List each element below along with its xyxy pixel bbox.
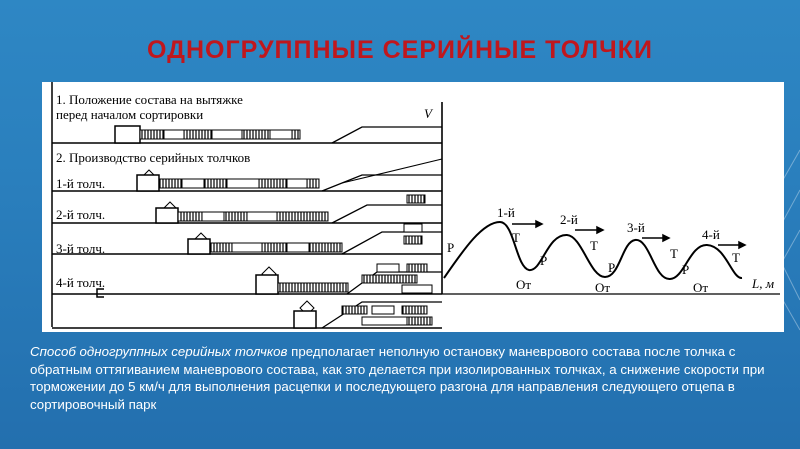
row-initial-position <box>52 126 442 143</box>
slide-caption <box>30 343 775 413</box>
axis-l-label: L, м <box>752 276 775 291</box>
step1-label-line1: 1. Положение состава на вытяжке <box>56 92 243 107</box>
graph-label-r1: Р <box>447 240 455 255</box>
speed-graph <box>424 102 780 295</box>
graph-label-r2: Р <box>540 253 548 268</box>
slide-title: ОДНОГРУППНЫЕ СЕРИЙНЫЕ ТОЛЧКИ <box>147 36 653 64</box>
graph-label-push4: 4-й <box>702 227 720 242</box>
graph-label-push3: 3-й <box>627 220 645 235</box>
graph-label-ot2: От <box>595 280 611 295</box>
graph-label-r4: Р <box>682 262 690 277</box>
row-push-3 <box>52 224 442 254</box>
row-final <box>52 301 442 328</box>
stop-marker <box>97 289 104 297</box>
graph-label-push2: 2-й <box>560 212 578 227</box>
push1-label: 1-й толч. <box>56 176 106 191</box>
shunting-diagram <box>42 82 784 332</box>
row-push-4 <box>52 264 442 294</box>
step2-label: 2. Производство серийных толчков <box>56 150 251 165</box>
step1-label-line2: перед началом сортировки <box>56 107 204 122</box>
axis-v-label: V <box>424 106 432 121</box>
graph-label-t1: Т <box>512 230 520 245</box>
caption-text: предполагает неполную остановку маневрового состава после толчка с обратным оттягиванием маневрового состава, как это делается при изолированных толчках, а снижение скорости при торможении до 5 км/ч для выполнения расцепки и последующего разгона для направления следующего отцепа в сортировочный парк <box>30 344 765 412</box>
graph-label-push1: 1-й <box>497 205 515 220</box>
diagram-figure <box>42 82 784 332</box>
graph-label-t4: Т <box>732 250 740 265</box>
graph-label-r3: Р <box>608 260 616 275</box>
push4-label: 4-й толч. <box>56 275 106 290</box>
graph-label-ot1: От <box>516 277 532 292</box>
graph-label-t3: Т <box>670 246 678 261</box>
push2-label: 2-й толч. <box>56 207 106 222</box>
push3-label: 3-й толч. <box>56 241 106 256</box>
row-push-2 <box>52 195 442 223</box>
graph-label-ot3: От <box>693 280 709 295</box>
graph-label-t2: Т <box>590 238 598 253</box>
caption-emphasis: Способ одногруппных серийных толчков <box>30 344 288 359</box>
